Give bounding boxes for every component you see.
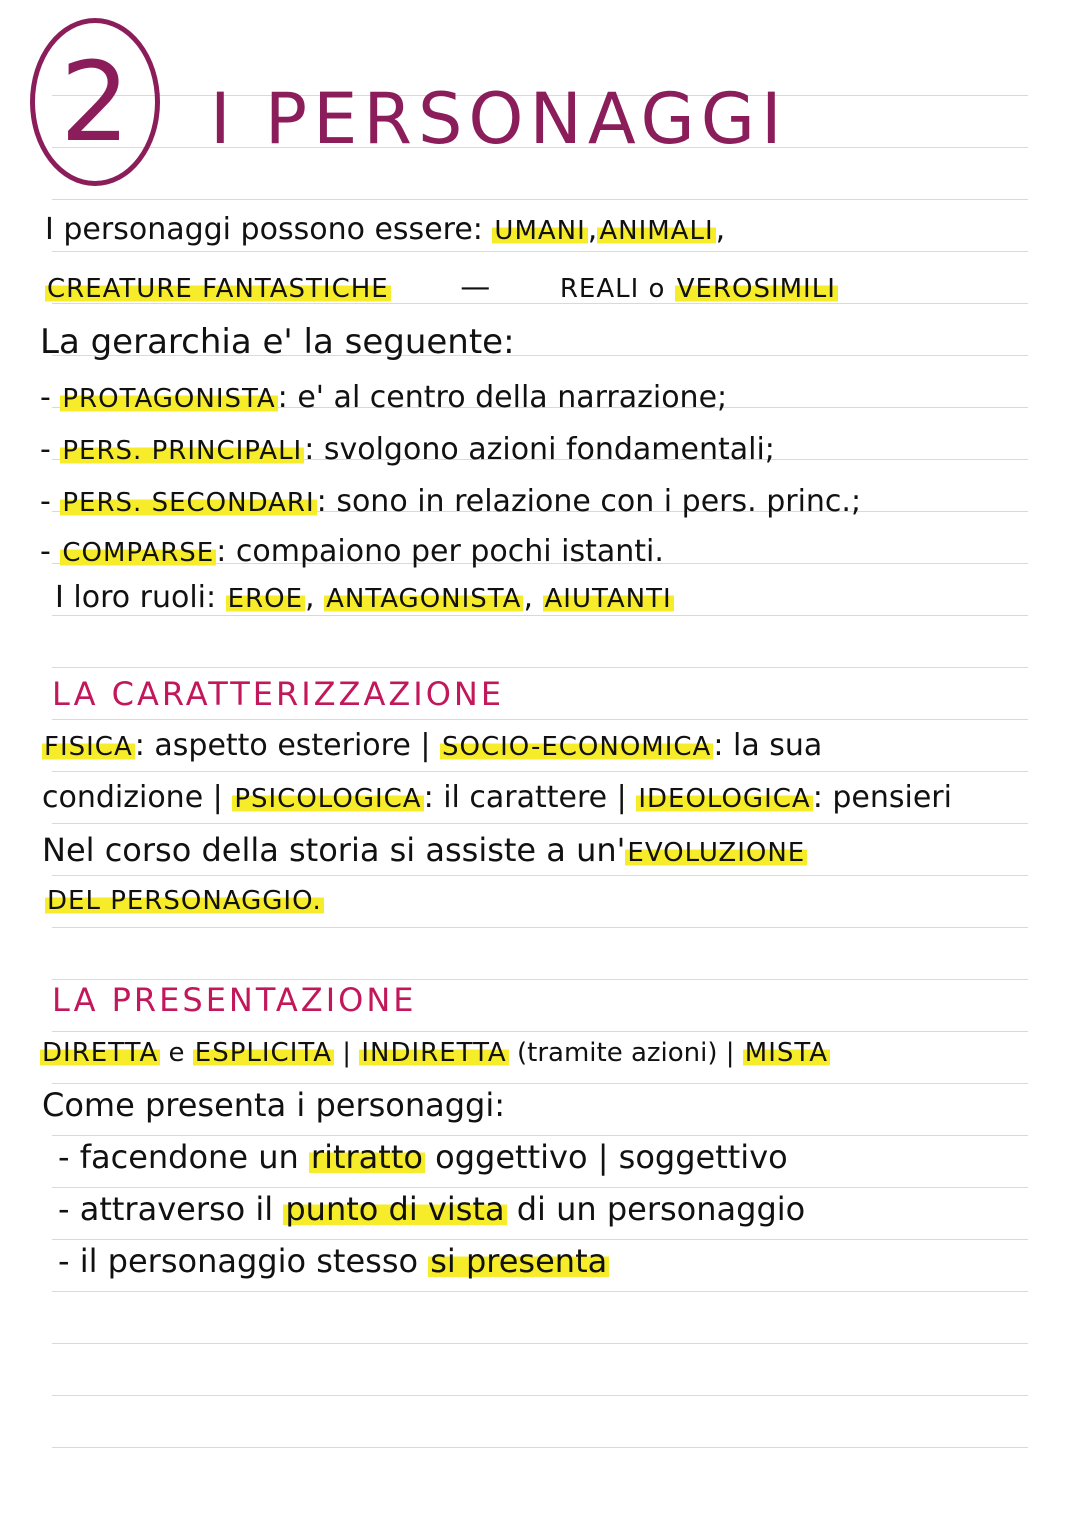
text: (tramite azioni) | bbox=[508, 1038, 743, 1068]
text: - il personaggio stesso bbox=[58, 1242, 429, 1280]
hierarchy-desc: : e' al centro della narrazione; bbox=[277, 380, 728, 415]
ruled-line bbox=[52, 875, 1028, 876]
text: di un personaggio bbox=[506, 1190, 806, 1228]
highlight-punto-di-vista: punto di vista bbox=[285, 1190, 505, 1228]
ruled-line bbox=[52, 1135, 1028, 1136]
characterization-line-1 bbox=[42, 726, 822, 767]
highlight-socio-economica: SOCIO-ECONOMICA bbox=[441, 732, 712, 762]
highlight-ideologica: IDEOLOGICA bbox=[638, 784, 811, 814]
ruled-line bbox=[52, 719, 1028, 720]
ruled-line bbox=[52, 1083, 1028, 1084]
ruled-line bbox=[52, 771, 1028, 772]
highlight-diretta: DIRETTA bbox=[42, 1038, 159, 1068]
role-aiutanti: AIUTANTI bbox=[544, 584, 672, 614]
characterization-line-3 bbox=[42, 830, 807, 873]
hierarchy-item bbox=[40, 532, 664, 573]
presentation-item bbox=[58, 1137, 788, 1177]
bullet: - bbox=[40, 484, 51, 519]
highlight-esplicita: ESPLICITA bbox=[194, 1038, 333, 1068]
text: : aspetto esteriore | bbox=[134, 728, 440, 763]
ruled-line bbox=[52, 667, 1028, 668]
ruled-line bbox=[52, 1239, 1028, 1240]
text: - attraverso il bbox=[58, 1190, 284, 1228]
hierarchy-desc: : svolgono azioni fondamentali; bbox=[304, 432, 775, 467]
highlight-umani: UMANI bbox=[494, 216, 586, 246]
roles-line bbox=[55, 578, 674, 619]
ruled-line bbox=[52, 199, 1028, 200]
text: : pensieri bbox=[812, 780, 952, 815]
presentation-item bbox=[58, 1241, 609, 1281]
separator: , bbox=[305, 580, 325, 615]
intro-text: I personaggi possono essere: bbox=[45, 212, 493, 247]
hierarchy-item bbox=[40, 378, 727, 419]
hierarchy-desc: : sono in relazione con i pers. princ.; bbox=[316, 484, 862, 519]
separator: , bbox=[587, 212, 598, 247]
ruled-line bbox=[52, 1395, 1028, 1396]
text: - facendone un bbox=[58, 1138, 309, 1176]
text: e bbox=[160, 1038, 193, 1068]
hierarchy-desc: : compaiono per pochi istanti. bbox=[216, 534, 664, 569]
intro-line-1 bbox=[45, 210, 725, 251]
highlight-indiretta: INDIRETTA bbox=[361, 1038, 507, 1068]
text: oggettivo | soggettivo bbox=[424, 1138, 788, 1176]
section-title-caratterizzazione: LA CARATTERIZZAZIONE bbox=[52, 675, 505, 713]
highlight-fisica: FISICA bbox=[44, 732, 133, 762]
text: | bbox=[334, 1038, 360, 1068]
characterization-line-4 bbox=[45, 880, 324, 921]
role-eroe: EROE bbox=[227, 584, 304, 614]
ruled-line bbox=[52, 1187, 1028, 1188]
characterization-line-2 bbox=[42, 778, 952, 819]
highlight-psicologica: PSICOLOGICA bbox=[234, 784, 422, 814]
highlight-si-presenta: si presenta bbox=[430, 1242, 608, 1280]
separator: , bbox=[715, 212, 726, 247]
bullet: - bbox=[40, 534, 51, 569]
highlight-mista: MISTA bbox=[744, 1038, 829, 1068]
highlight-animali: ANIMALI bbox=[599, 216, 714, 246]
highlight-creature-fantastiche: CREATURE FANTASTICHE bbox=[47, 274, 389, 304]
hierarchy-label: PROTAGONISTA bbox=[62, 384, 276, 414]
ruled-line bbox=[52, 1291, 1028, 1292]
hierarchy-label: PERS. SECONDARI bbox=[62, 488, 315, 518]
dash: — bbox=[460, 270, 491, 305]
ruled-line bbox=[52, 823, 1028, 824]
highlight-ritratto: ritratto bbox=[310, 1138, 423, 1176]
bullet: - bbox=[40, 432, 51, 467]
presentation-line-1 bbox=[40, 1033, 830, 1073]
highlight-verosimili: VEROSIMILI bbox=[676, 274, 836, 304]
highlight-evoluzione: EVOLUZIONE bbox=[627, 838, 806, 868]
intro-line-3: La gerarchia e' la seguente: bbox=[40, 322, 515, 362]
separator: , bbox=[523, 580, 543, 615]
role-antagonista: ANTAGONISTA bbox=[326, 584, 522, 614]
ruled-line bbox=[52, 1031, 1028, 1032]
intro-line-2 bbox=[45, 268, 838, 309]
ruled-line bbox=[52, 927, 1028, 928]
hierarchy-label: COMPARSE bbox=[62, 538, 215, 568]
text: : il carattere | bbox=[423, 780, 637, 815]
highlight-del-personaggio: DEL PERSONAGGIO. bbox=[47, 886, 322, 916]
ruled-line bbox=[52, 1447, 1028, 1448]
page-title: I PERSONAGGI bbox=[210, 78, 788, 160]
text: Nel corso della storia si assiste a un' bbox=[42, 831, 626, 869]
hierarchy-item bbox=[40, 482, 861, 523]
ruled-line bbox=[52, 251, 1028, 252]
presentation-line-2: Come presenta i personaggi: bbox=[42, 1086, 506, 1124]
chapter-number: 2 bbox=[30, 18, 160, 186]
text: : la sua bbox=[713, 728, 823, 763]
ruled-line bbox=[52, 1343, 1028, 1344]
hierarchy-label: PERS. PRINCIPALI bbox=[62, 436, 303, 466]
section-title-presentazione: LA PRESENTAZIONE bbox=[52, 981, 417, 1019]
hierarchy-item bbox=[40, 430, 775, 471]
roles-text: I loro ruoli: bbox=[55, 580, 226, 615]
presentation-item bbox=[58, 1189, 805, 1229]
reali-text: REALI o bbox=[559, 274, 675, 304]
bullet: - bbox=[40, 380, 51, 415]
text: condizione | bbox=[42, 780, 233, 815]
